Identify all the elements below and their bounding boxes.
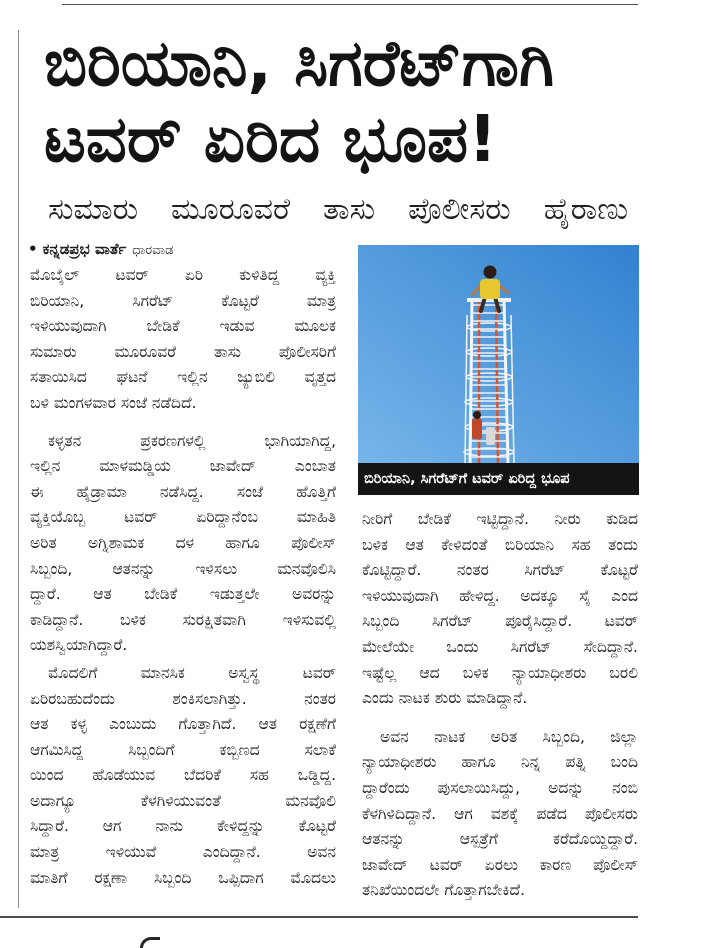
subheadline: ಸುಮಾರು ಮೂರೂವರೆ ತಾಸು ಪೊಲೀಸರು ಹೈರಾಣು	[48, 192, 628, 227]
article-line: ಬಿರಿಯಾನಿ, ಸಿಗರೆಟ್ ಕೊಟ್ಟರೆ ಮಾತ್ರ	[30, 291, 336, 310]
article-line: ಕಾಡಿದ್ದಾನೆ. ಬಳಿಕ ಸುರಕ್ಷಿತವಾಗಿ ಇಳಿಸುವಲ್ಲಿ	[30, 610, 336, 629]
article-line: ಇಳಿಯುವುದಾಗಿ ಹೇಳಿದ್ದ. ಅದಕ್ಕೂ ಸೈ ಎಂದ	[362, 586, 638, 605]
article-line: ಏರಿರಬಹುದೆಂದು ಶಂಕಿಸಲಾಗಿತ್ತು. ನಂತರ	[30, 689, 336, 708]
article-line: ಆತನನ್ನು ಆಸ್ಪತ್ರೆಗೆ ಕರೆದೊಯ್ದಿದ್ದಾರೆ.	[362, 830, 638, 849]
headline-line-2: ಟವರ್ ಏರಿದ ಭೂಪ!	[44, 103, 498, 177]
article-line: ಯಶಸ್ವಿಯಾಗಿದ್ದಾರೆ.	[30, 636, 128, 655]
article-line: ಮೇಲೆಯೇ ಒಂದು ಸಿಗರೆಟ್ ಸೇದಿದ್ದಾನೆ.	[362, 637, 638, 656]
tower-photo-image	[358, 245, 639, 463]
headline-line-1: ಬಿರಿಯಾನಿ, ಸಿಗರೆಟ್‌ಗಾಗಿ	[44, 27, 555, 101]
article-line: ದ್ದಾರೆ. ಆತ ಬೇಡಿಕೆ ಇಡುತ್ತಲೇ ಅವರನ್ನು	[30, 585, 336, 604]
article-right-column	[362, 507, 638, 904]
paragraph	[30, 429, 336, 659]
top-rule	[62, 4, 638, 5]
article-line: ಅವನ ನಾಟಕ ಅರಿತ ಸಿಬ್ಬಂದಿ, ಜಿಲ್ಲಾ	[380, 727, 638, 746]
article-line: ಮೊದಲಿಗೆ ಮಾನಸಿಕ ಅಸ್ವಸ್ಥ ಟವರ್	[48, 663, 336, 682]
article-line: ಈ ಹೈಡ್ರಾಮಾ ನಡೆಸಿದ್ದ. ಸಂಜೆ ಹೊತ್ತಿಗೆ	[30, 482, 336, 501]
article-line: ವ್ಯಕ್ತಿಯೊಬ್ಬ ಟವರ್ ಏರಿದ್ದಾನೆಂಬ ಮಾಹಿತಿ	[30, 508, 336, 527]
tower-photo	[358, 245, 639, 463]
article-line: ನೀರಿಗೆ ಬೇಡಿಕೆ ಇಟ್ಟಿದ್ದಾನೆ. ನೀರು ಕುಡಿದ	[362, 510, 638, 528]
article-line: ಬಳಿಕ ಆತ ಕೇಳಿದಂತೆ ಬಿರಿಯಾನಿ ಸಹ ತಂದು	[362, 535, 638, 554]
article-line: ಅರಿತ ಅಗ್ನಿಶಾಮಕ ದಳ ಹಾಗೂ ಪೊಲೀಸ್	[30, 533, 336, 552]
article-line: ಆಗಮಿಸಿದ್ದ ಸಿಬ್ಬಂದಿಗೆ ಕಬ್ಬಿಣದ ಸಲಾಕೆ	[30, 740, 336, 759]
article-line: ಆತ ಕಳ್ಳ ಎಂಬುದು ಗೊತ್ತಾಗಿದೆ. ಆತ ರಕ್ಷಣೆಗೆ	[30, 715, 336, 734]
article-line: ಸಿಬ್ಬಂದಿ ಸಿಗರೆಟ್ ಪೂರೈಸಿದ್ದಾರೆ. ಟವರ್	[362, 612, 638, 631]
article-line: ಇಷ್ಟೆಲ್ಲ ಆದ ಬಳಿಕ ನ್ಯಾಯಾಧೀಶರು ಬರಲಿ	[362, 663, 638, 682]
bottom-rule	[0, 916, 638, 918]
article-line: ಸಿಬ್ಬಂದಿ, ಆತನನ್ನು ಇಳಿಸಲು ಮನವೊಲಿಸಿ	[30, 559, 336, 578]
paragraph	[30, 263, 336, 417]
article-line: ಮಾತ್ರ ಇಳಿಯುವೆ ಎಂದಿದ್ದಾನೆ. ಅವನ	[30, 843, 336, 862]
article-line: ದ್ದಾರೆಂದು ಪುಸಲಾಯಿಸಿದ್ದು, ಅದನ್ನು ನಂಬಿ	[362, 778, 638, 797]
left-border-rule	[18, 30, 19, 908]
headline	[44, 26, 638, 178]
byline	[28, 238, 328, 260]
article-line: ಮಾತಿಗೆ ರಕ್ಷಣಾ ಸಿಬ್ಬಂದಿ ಒಪ್ಪಿದಾಗ ಮೊದಲು	[30, 868, 336, 887]
paragraph	[362, 507, 638, 712]
article-line: ಅದಾಗ್ಯೂ ಕೆಳಗಿಳಿಯುವಂತೆ ಮನವೊಲಿ	[30, 791, 336, 810]
photo-caption: ಬಿರಿಯಾನಿ, ಸಿಗರೆಟ್‌ಗೆ ಟವರ್ ಏರಿದ್ದ ಭೂಪ	[358, 463, 639, 495]
article-line: ತನಿಖೆಯಿಂದಲೇ ಗೊತ್ತಾಗಬೇಕಿದೆ.	[362, 881, 526, 900]
article-line: ಸಿದ್ದಾರೆ. ಆಗ ನಾನು ಕೇಳಿದ್ದನ್ನು ಕೊಟ್ಟರೆ	[30, 817, 336, 836]
article-line: ಕೊಟ್ಟಿದ್ದಾರೆ. ನಂತರ ಸಿಗರೆಟ್ ಕೊಟ್ಟರೆ	[362, 561, 638, 580]
paragraph	[362, 725, 638, 904]
article-line: ಕೆಳಗಿಳಿದಿದ್ದಾನೆ. ಆಗ ವಶಕ್ಕೆ ಪಡೆದ ಪೊಲೀಸರು	[362, 804, 638, 823]
article-line: ಇಳಿಯುವುದಾಗಿ ಬೇಡಿಕೆ ಇಡುವ ಮೂಲಕ	[30, 317, 336, 336]
byline-source: ಕನ್ನಡಪ್ರಭ ವಾರ್ತೆ	[42, 240, 127, 258]
article-line: ಮೊಬೈಲ್ ಟವರ್ ಏರಿ ಕುಳಿತಿದ್ದ ವ್ಯಕ್ತಿ	[30, 266, 336, 284]
article-line: ಇಲ್ಲಿನ ಮಾಳಮಡ್ಡಿಯ ಜಾವೇದ್ ಎಂಬಾತ	[30, 457, 336, 476]
paragraph	[30, 661, 336, 891]
article-line: ಎಂದು ನಾಟಕ ಶುರು ಮಾಡಿದ್ದಾನೆ.	[362, 689, 528, 708]
article-line: ಜಾವೇದ್ ಟವರ್ ಏರಲು ಕಾರಣ ಪೊಲೀಸ್	[362, 855, 638, 874]
article-line: ಕಳ್ಳತನ ಪ್ರಕರಣಗಳಲ್ಲಿ ಭಾಗಿಯಾಗಿದ್ದ,	[48, 431, 336, 450]
article-line: ಬಳಿ ಮಂಗಳವಾರ ಸಂಜೆ ನಡೆದಿದೆ.	[30, 393, 197, 412]
cropped-glyph-fragment	[140, 937, 160, 948]
article-line: ನ್ಯಾಯಾಧೀಶರು ಹಾಗೂ ನಿನ್ನ ಪತ್ನಿ ಬಂದಿ	[362, 753, 638, 772]
byline-bullet: •	[28, 240, 38, 258]
article-left-column	[30, 263, 336, 891]
byline-place: ಧಾರವಾಡ	[132, 243, 174, 258]
article-line: ಸುಮಾರು ಮೂರೂವರೆ ತಾಸು ಪೊಲೀಸರಿಗೆ	[30, 342, 336, 361]
article-line: ಸತಾಯಿಸಿದ ಘಟನೆ ಇಲ್ಲಿನ ಜ್ಯುಬಿಲಿ ವೃತ್ತದ	[30, 368, 336, 387]
article-line: ಯಿಂದ ಹೊಡೆಯುವ ಬೆದರಿಕೆ ಸಹ ಒಡ್ಡಿದ್ದ.	[30, 766, 336, 785]
